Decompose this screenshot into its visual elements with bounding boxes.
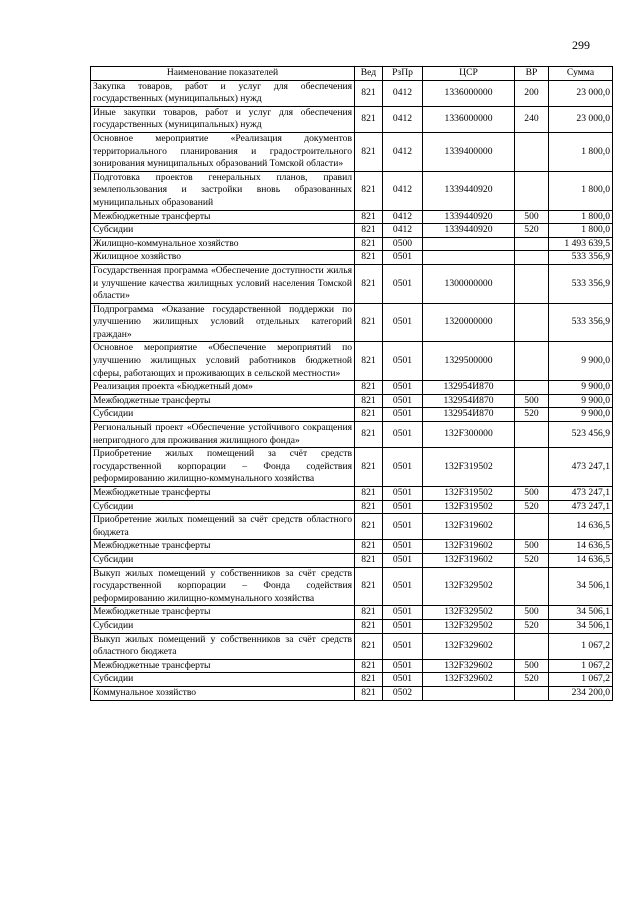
cell-ved: 821 <box>355 381 383 395</box>
cell-csr: 132F319602 <box>423 514 515 540</box>
cell-rzpr: 0412 <box>383 132 423 171</box>
cell-vr <box>515 251 549 265</box>
cell-rzpr: 0500 <box>383 237 423 251</box>
cell-sum: 9 900,0 <box>549 342 613 381</box>
cell-name: Основное мероприятие «Обеспечение мероприятий по улучшению жилищных условий работников бюджетной сферы, работающих и проживающих в сельской местности» <box>91 342 355 381</box>
cell-ved: 821 <box>355 342 383 381</box>
cell-sum: 1 067,2 <box>549 633 613 659</box>
cell-csr: 1339400000 <box>423 132 515 171</box>
cell-rzpr: 0501 <box>383 567 423 606</box>
cell-ved: 821 <box>355 448 383 487</box>
table-row <box>91 633 613 659</box>
cell-sum: 1 067,2 <box>549 673 613 687</box>
cell-csr: 1320000000 <box>423 303 515 342</box>
cell-ved: 821 <box>355 171 383 210</box>
cell-csr: 132F329602 <box>423 659 515 673</box>
cell-vr: 520 <box>515 619 549 633</box>
cell-rzpr: 0412 <box>383 210 423 224</box>
cell-name: Субсидии <box>91 553 355 567</box>
cell-name: Межбюджетные трансферты <box>91 487 355 501</box>
cell-csr: 132954И870 <box>423 408 515 422</box>
cell-csr: 132F329602 <box>423 673 515 687</box>
cell-rzpr: 0501 <box>383 673 423 687</box>
header-vr: ВР <box>515 67 549 81</box>
cell-vr <box>515 237 549 251</box>
cell-name: Субсидии <box>91 673 355 687</box>
cell-vr <box>515 264 549 303</box>
cell-rzpr: 0501 <box>383 553 423 567</box>
cell-csr <box>423 251 515 265</box>
cell-ved: 821 <box>355 540 383 554</box>
cell-rzpr: 0501 <box>383 251 423 265</box>
cell-name: Жилищное хозяйство <box>91 251 355 265</box>
cell-ved: 821 <box>355 80 383 106</box>
cell-name: Иные закупки товаров, работ и услуг для обеспечения государственных (муниципальных) нужд <box>91 106 355 132</box>
cell-sum: 23 000,0 <box>549 80 613 106</box>
cell-vr <box>515 567 549 606</box>
header-ved: Вед <box>355 67 383 81</box>
table-row <box>91 553 613 567</box>
table-row <box>91 448 613 487</box>
cell-name: Межбюджетные трансферты <box>91 659 355 673</box>
page-number: 299 <box>572 38 590 52</box>
cell-ved: 821 <box>355 303 383 342</box>
cell-name: Выкуп жилых помещений у собственников за счёт средств государственной корпорации – Фонда содействия реформированию жилищно-коммунального хозяйства <box>91 567 355 606</box>
cell-name: Основное мероприятие «Реализация документов территориального планирования и градостроительного зонирования муниципальных образований Томской области» <box>91 132 355 171</box>
cell-csr: 132F319502 <box>423 487 515 501</box>
table-row <box>91 264 613 303</box>
cell-name: Выкуп жилых помещений у собственников за счёт средств областного бюджета <box>91 633 355 659</box>
cell-sum: 9 900,0 <box>549 408 613 422</box>
cell-vr: 520 <box>515 553 549 567</box>
cell-vr: 500 <box>515 659 549 673</box>
table-row <box>91 224 613 238</box>
cell-csr: 132F329502 <box>423 567 515 606</box>
cell-sum: 14 636,5 <box>549 514 613 540</box>
cell-sum: 34 506,1 <box>549 619 613 633</box>
cell-csr: 132F329502 <box>423 606 515 620</box>
cell-vr: 500 <box>515 394 549 408</box>
cell-name: Жилищно-коммунальное хозяйство <box>91 237 355 251</box>
cell-rzpr: 0502 <box>383 686 423 700</box>
cell-sum: 34 506,1 <box>549 606 613 620</box>
table-row <box>91 673 613 687</box>
cell-ved: 821 <box>355 673 383 687</box>
cell-vr: 500 <box>515 210 549 224</box>
cell-csr: 132954И870 <box>423 381 515 395</box>
cell-vr <box>515 448 549 487</box>
cell-vr <box>515 171 549 210</box>
cell-name: Подпрограмма «Оказание государственной поддержки по улучшению жилищных условий отдельных категорий граждан» <box>91 303 355 342</box>
cell-csr: 132F319602 <box>423 553 515 567</box>
table-header-row <box>91 67 613 81</box>
cell-vr <box>515 303 549 342</box>
cell-rzpr: 0501 <box>383 303 423 342</box>
cell-sum: 9 900,0 <box>549 394 613 408</box>
cell-sum: 234 200,0 <box>549 686 613 700</box>
cell-csr: 1336000000 <box>423 106 515 132</box>
cell-ved: 821 <box>355 237 383 251</box>
cell-ved: 821 <box>355 500 383 514</box>
cell-ved: 821 <box>355 487 383 501</box>
cell-name: Межбюджетные трансферты <box>91 540 355 554</box>
cell-sum: 533 356,9 <box>549 251 613 265</box>
cell-csr: 1329500000 <box>423 342 515 381</box>
cell-rzpr: 0501 <box>383 408 423 422</box>
cell-rzpr: 0501 <box>383 514 423 540</box>
cell-name: Подготовка проектов генеральных планов, правил землепользования и застройки вновь образованных муниципальных образований <box>91 171 355 210</box>
cell-csr: 132F319502 <box>423 448 515 487</box>
table-row <box>91 342 613 381</box>
cell-ved: 821 <box>355 659 383 673</box>
cell-name: Субсидии <box>91 500 355 514</box>
cell-rzpr: 0412 <box>383 80 423 106</box>
cell-ved: 821 <box>355 514 383 540</box>
table-body <box>91 80 613 700</box>
cell-name: Закупка товаров, работ и услуг для обеспечения государственных (муниципальных) нужд <box>91 80 355 106</box>
table-row <box>91 514 613 540</box>
cell-csr: 132F300000 <box>423 422 515 448</box>
cell-csr: 132954И870 <box>423 394 515 408</box>
table-row <box>91 606 613 620</box>
cell-csr: 132F319502 <box>423 500 515 514</box>
table-row <box>91 394 613 408</box>
cell-vr <box>515 686 549 700</box>
cell-name: Государственная программа «Обеспечение доступности жилья и улучшение качества жилищных условий населения Томской области» <box>91 264 355 303</box>
cell-rzpr: 0501 <box>383 633 423 659</box>
cell-csr: 1336000000 <box>423 80 515 106</box>
table-row <box>91 500 613 514</box>
cell-rzpr: 0501 <box>383 606 423 620</box>
cell-rzpr: 0412 <box>383 106 423 132</box>
cell-csr <box>423 237 515 251</box>
cell-ved: 821 <box>355 686 383 700</box>
cell-sum: 473 247,1 <box>549 448 613 487</box>
table-row <box>91 381 613 395</box>
cell-rzpr: 0501 <box>383 394 423 408</box>
cell-rzpr: 0501 <box>383 500 423 514</box>
cell-name: Реализация проекта «Бюджетный дом» <box>91 381 355 395</box>
cell-ved: 821 <box>355 619 383 633</box>
cell-name: Региональный проект «Обеспечение устойчивого сокращения непригодного для проживания жилищного фонда» <box>91 422 355 448</box>
cell-rzpr: 0501 <box>383 487 423 501</box>
cell-csr: 1300000000 <box>423 264 515 303</box>
cell-csr <box>423 686 515 700</box>
cell-ved: 821 <box>355 633 383 659</box>
cell-ved: 821 <box>355 408 383 422</box>
cell-sum: 14 636,5 <box>549 553 613 567</box>
cell-ved: 821 <box>355 251 383 265</box>
table-row <box>91 408 613 422</box>
cell-csr: 1339440920 <box>423 210 515 224</box>
table-row <box>91 132 613 171</box>
cell-vr <box>515 132 549 171</box>
cell-ved: 821 <box>355 210 383 224</box>
cell-csr: 1339440920 <box>423 224 515 238</box>
cell-rzpr: 0501 <box>383 342 423 381</box>
table-row <box>91 106 613 132</box>
cell-ved: 821 <box>355 394 383 408</box>
header-csr: ЦСР <box>423 67 515 81</box>
cell-sum: 523 456,9 <box>549 422 613 448</box>
cell-sum: 533 356,9 <box>549 264 613 303</box>
header-rzpr: РзПр <box>383 67 423 81</box>
cell-rzpr: 0501 <box>383 381 423 395</box>
cell-sum: 1 800,0 <box>549 210 613 224</box>
cell-vr: 520 <box>515 224 549 238</box>
budget-table <box>90 66 613 701</box>
cell-rzpr: 0501 <box>383 264 423 303</box>
cell-vr: 520 <box>515 673 549 687</box>
cell-sum: 14 636,5 <box>549 540 613 554</box>
cell-vr <box>515 514 549 540</box>
table-row <box>91 80 613 106</box>
table-row <box>91 567 613 606</box>
cell-rzpr: 0501 <box>383 422 423 448</box>
cell-name: Межбюджетные трансферты <box>91 210 355 224</box>
cell-ved: 821 <box>355 106 383 132</box>
table-row <box>91 303 613 342</box>
cell-rzpr: 0412 <box>383 171 423 210</box>
table-row <box>91 251 613 265</box>
cell-sum: 473 247,1 <box>549 500 613 514</box>
cell-name: Субсидии <box>91 224 355 238</box>
cell-name: Межбюджетные трансферты <box>91 606 355 620</box>
cell-vr <box>515 381 549 395</box>
table-row <box>91 659 613 673</box>
cell-vr: 500 <box>515 487 549 501</box>
cell-csr: 1339440920 <box>423 171 515 210</box>
cell-name: Приобретение жилых помещений за счёт средств государственной корпорации – Фонда содействия реформированию жилищно-коммунального хозяйства <box>91 448 355 487</box>
cell-sum: 473 247,1 <box>549 487 613 501</box>
cell-sum: 23 000,0 <box>549 106 613 132</box>
cell-ved: 821 <box>355 422 383 448</box>
table-row <box>91 540 613 554</box>
cell-sum: 34 506,1 <box>549 567 613 606</box>
cell-vr: 520 <box>515 408 549 422</box>
cell-vr <box>515 342 549 381</box>
cell-vr: 500 <box>515 540 549 554</box>
header-sum: Сумма <box>549 67 613 81</box>
table-row <box>91 487 613 501</box>
table-row <box>91 171 613 210</box>
table-row <box>91 422 613 448</box>
cell-name: Субсидии <box>91 408 355 422</box>
cell-ved: 821 <box>355 224 383 238</box>
cell-name: Коммунальное хозяйство <box>91 686 355 700</box>
cell-vr <box>515 633 549 659</box>
table-row <box>91 237 613 251</box>
cell-name: Межбюджетные трансферты <box>91 394 355 408</box>
cell-name: Приобретение жилых помещений за счёт средств областного бюджета <box>91 514 355 540</box>
cell-vr: 240 <box>515 106 549 132</box>
cell-sum: 1 493 639,5 <box>549 237 613 251</box>
cell-rzpr: 0501 <box>383 659 423 673</box>
cell-vr: 520 <box>515 500 549 514</box>
cell-rzpr: 0501 <box>383 448 423 487</box>
table-row <box>91 686 613 700</box>
cell-rzpr: 0501 <box>383 619 423 633</box>
cell-sum: 533 356,9 <box>549 303 613 342</box>
table-row <box>91 619 613 633</box>
cell-csr: 132F329502 <box>423 619 515 633</box>
cell-ved: 821 <box>355 132 383 171</box>
cell-ved: 821 <box>355 553 383 567</box>
cell-vr <box>515 422 549 448</box>
cell-rzpr: 0501 <box>383 540 423 554</box>
cell-sum: 1 800,0 <box>549 132 613 171</box>
cell-vr: 200 <box>515 80 549 106</box>
cell-ved: 821 <box>355 264 383 303</box>
cell-csr: 132F329602 <box>423 633 515 659</box>
cell-sum: 1 800,0 <box>549 224 613 238</box>
cell-sum: 9 900,0 <box>549 381 613 395</box>
cell-csr: 132F319602 <box>423 540 515 554</box>
cell-rzpr: 0412 <box>383 224 423 238</box>
cell-vr: 500 <box>515 606 549 620</box>
header-name: Наименование показателей <box>91 67 355 81</box>
cell-ved: 821 <box>355 606 383 620</box>
cell-sum: 1 800,0 <box>549 171 613 210</box>
cell-name: Субсидии <box>91 619 355 633</box>
cell-sum: 1 067,2 <box>549 659 613 673</box>
table-row <box>91 210 613 224</box>
cell-ved: 821 <box>355 567 383 606</box>
